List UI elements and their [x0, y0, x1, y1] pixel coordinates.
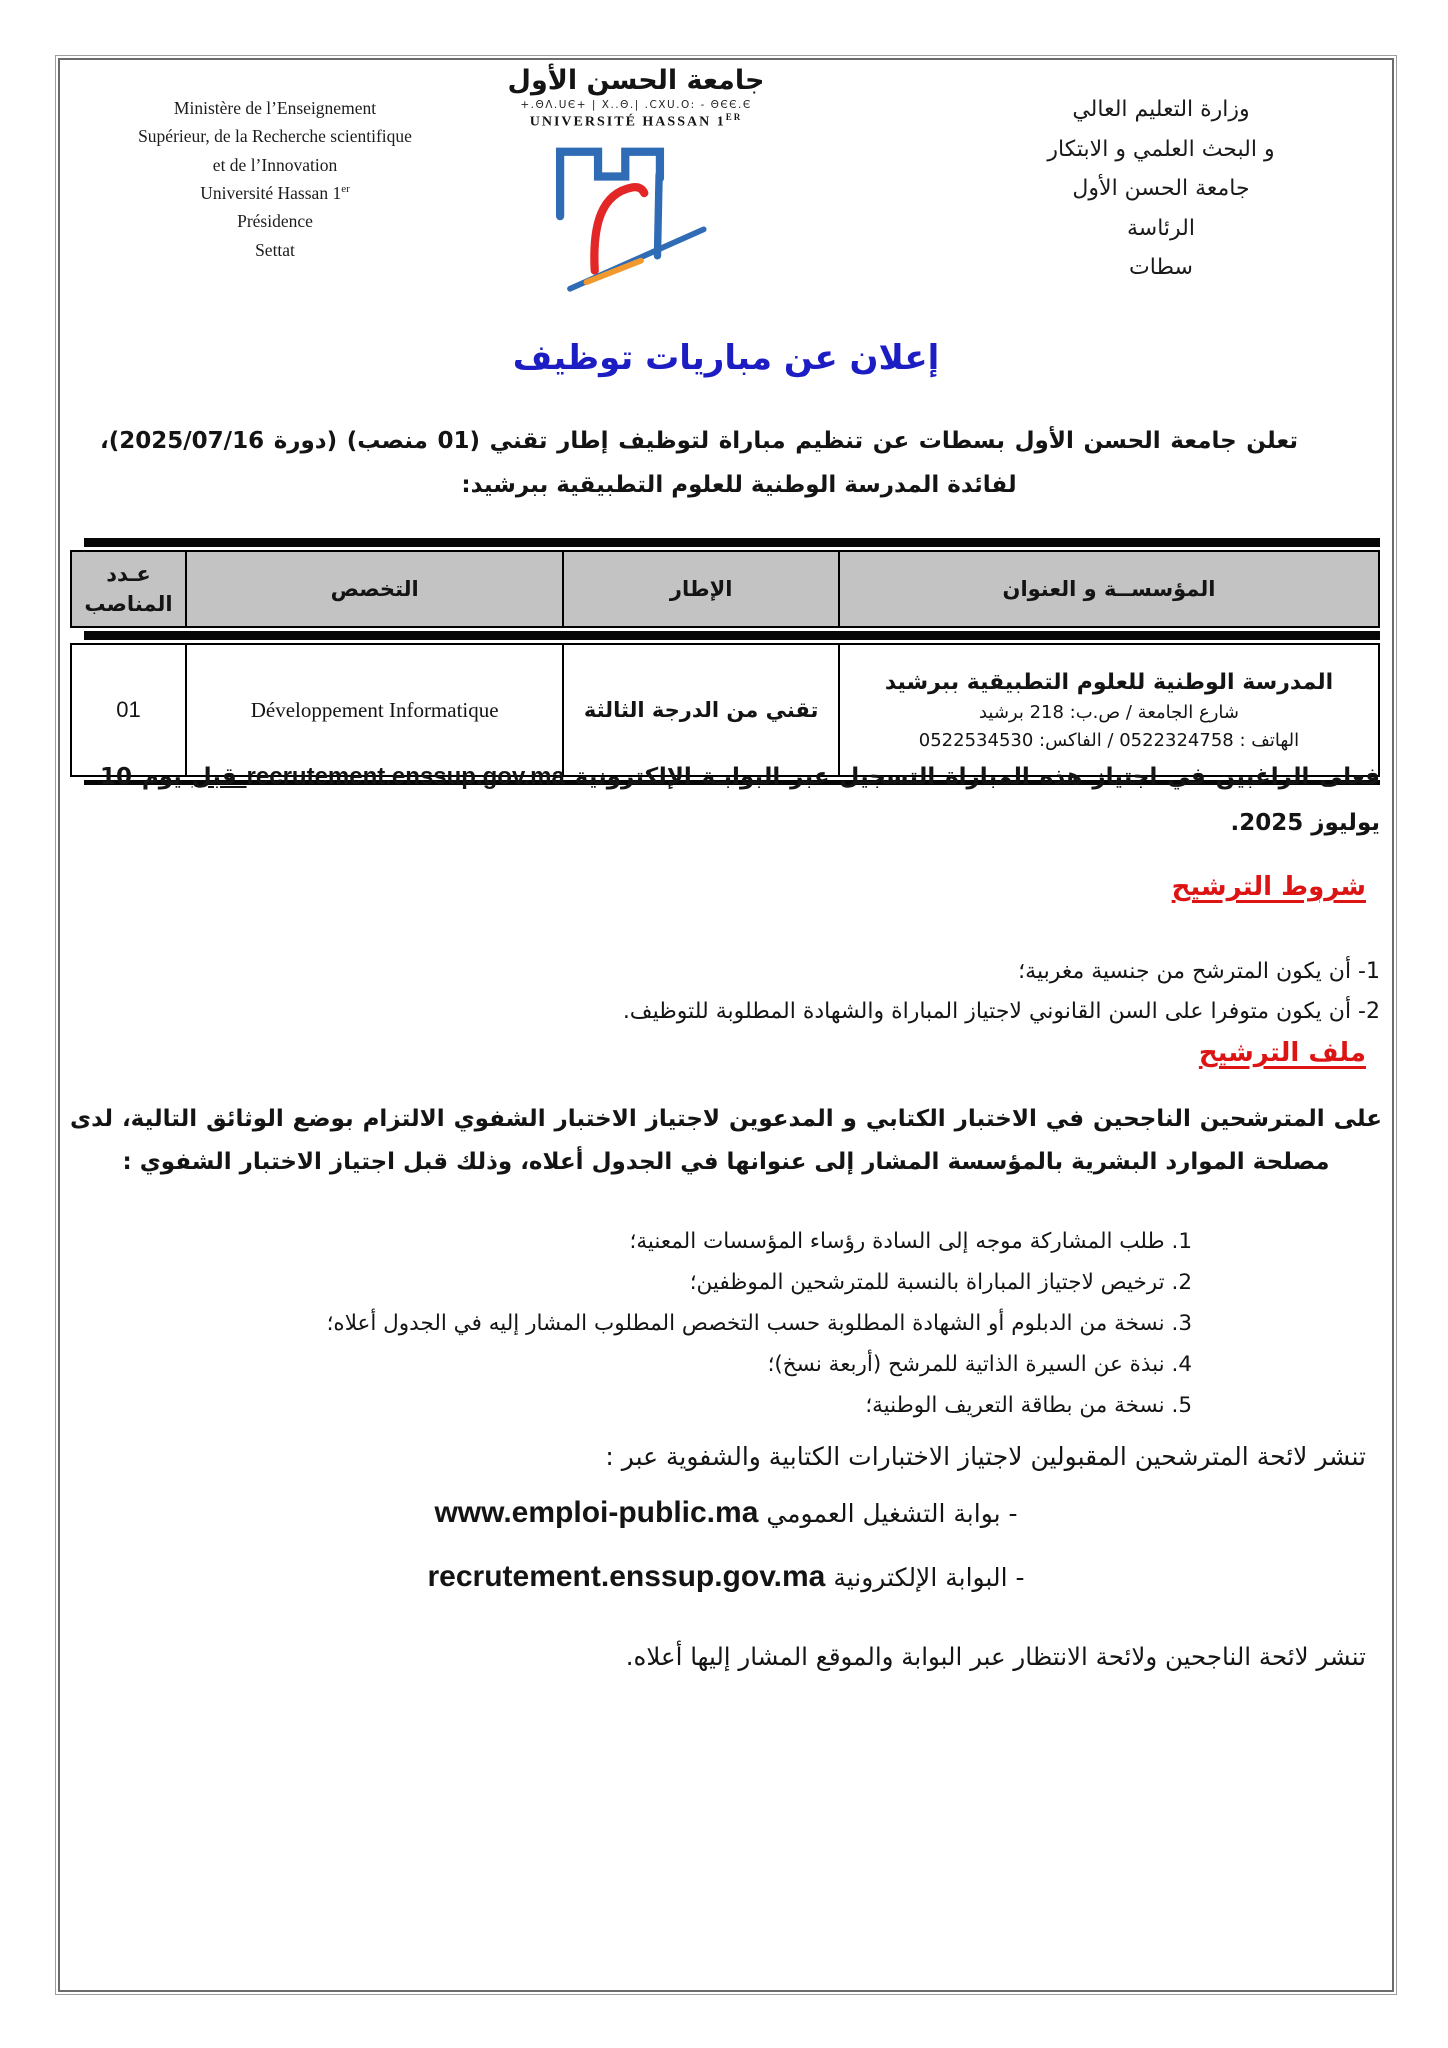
university-logo	[426, 60, 846, 297]
ministry-header-french	[90, 94, 460, 264]
cell-posts-count: 01	[72, 645, 187, 775]
portal-label: - البوابة الإلكترونية	[825, 1563, 1025, 1592]
ministry-line: et de l’Innovation	[212, 154, 338, 175]
deadline-word: قبل	[191, 764, 247, 790]
document-item: 1. طلب المشاركة موجه إلى السادة رؤساء المؤسسات المعنية؛	[629, 1229, 1192, 1254]
logo-arabic-name: جامعة الحسن الأول	[507, 65, 765, 96]
conditions-heading: شروط الترشيح	[1171, 872, 1366, 902]
conditions-list	[100, 952, 1380, 1032]
portal-line-recrutement	[60, 1560, 1392, 1594]
logo-latin-name: UNIVERSITÉ HASSAN 1ER	[529, 111, 743, 130]
document-item: 5. نسخة من بطاقة التعريف الوطنية؛	[865, 1392, 1192, 1418]
ministry-header-arabic	[956, 90, 1366, 288]
publication-intro: تنشر لائحة المترشحين المقبولين لاجتياز الاختبارات الكتابية والشفوية عبر :	[605, 1442, 1366, 1471]
presidency-line: Présidence	[237, 211, 313, 232]
results-publication-note: تنشر لائحة الناجحين ولائحة الانتظار عبر البوابة والموقع المشار إليها أعلاه.	[625, 1642, 1366, 1671]
presidency-line-ar: الرئاسة	[1126, 215, 1195, 241]
page-border-frame	[58, 58, 1394, 1992]
portal-label: - بوابة التشغيل العمومي	[758, 1499, 1018, 1528]
file-intro-paragraph: على المترشحين الناجحين في الاختبار الكتابي و المدعوين لاجتياز الاختبار الشفوي الالتزام بوضع الوثائق التالية، لدى مصلحة الموارد البشرية بالمؤسسة المشار إلى عنوانها في الجدول أعلاه، وذلك قبل اجتياز الاختبار الشفوي :	[70, 1106, 1382, 1175]
col-header-institution: المؤسســة و العنوان	[840, 552, 1378, 626]
cell-specialty: Développement Informatique	[187, 645, 564, 775]
registration-paragraph	[100, 754, 1380, 846]
table-top-band	[84, 538, 1380, 547]
file-heading: ملف الترشيح	[1198, 1038, 1366, 1068]
ministry-line-ar: و البحث العلمي و الابتكار	[1047, 136, 1275, 162]
institution-name: المدرسة الوطنية للعلوم التطبيقية ببرشيد	[884, 669, 1334, 695]
page-title: إعلان عن مباريات توظيف	[512, 338, 940, 378]
col-header-posts: عـدد المناصب	[72, 552, 187, 626]
emploi-public-url: www.emploi-public.ma	[434, 1496, 759, 1529]
institution-address: شارع الجامعة / ص.ب: 218 برشيد	[978, 701, 1239, 723]
col-header-specialty: التخصص	[187, 552, 564, 626]
registration-portal-url: recrutement.enssup.gov.ma	[246, 763, 565, 790]
condition-item: 2- أن يكون متوفرا على السن القانوني لاجتياز المباراة والشهادة المطلوبة للتوظيف.	[622, 999, 1380, 1025]
registration-text: فعلى الراغبين في اجتياز هذه المباراة التسجيل عبر البوابـة الإلكترونية	[564, 764, 1380, 790]
ministry-line-ar: وزارة التعليم العالي	[1072, 97, 1250, 122]
city-line-ar: سطات	[1129, 255, 1193, 281]
university-line-ar: جامعة الحسن الأول	[1072, 176, 1250, 202]
logo-tifinagh-name: +.ΘΛ.UЄ+ | X..Θ.| .CXU.O: - ΘЄЄ.Є	[520, 98, 752, 111]
cell-cadre: تقني من الدرجة الثالثة	[564, 645, 840, 775]
document-item: 3. نسخة من الدبلوم أو الشهادة المطلوبة حسب التخصص المطلوب المشار إليه في الجدول أعلاه؛	[326, 1310, 1192, 1336]
university-line: Université Hassan 1er	[200, 183, 350, 204]
ministry-line: Ministère de l’Enseignement	[173, 98, 377, 118]
university-logo-icon	[511, 132, 761, 297]
recrutement-url: recrutement.enssup.gov.ma	[427, 1560, 826, 1593]
city-line: Settat	[255, 239, 295, 260]
condition-item: 1- أن يكون المترشح من جنسية مغربية؛	[1018, 959, 1380, 984]
logo-battlement-icon	[560, 152, 660, 216]
documents-list	[150, 1222, 1192, 1427]
ministry-line: Supérieur, de la Recherche scientifique	[138, 126, 412, 147]
institution-phone: الهاتف : 0522324758 / الفاكس: 0522534530	[918, 729, 1300, 751]
logo-tower-icon	[657, 175, 659, 256]
col-header-cadre: الإطار	[564, 552, 840, 626]
announcement-intro: تعلن جامعة الحسن الأول بسطات عن تنظيم مباراة لتوظيف إطار تقني (01 منصب) (دورة 2025/07/16)، لفائدة المدرسة الوطنية للعلوم التطبيقية ببرشيد:	[100, 428, 1299, 498]
document-item: 4. نبذة عن السيرة الذاتية للمرشح (أربعة نسخ)؛	[767, 1351, 1192, 1377]
positions-table	[70, 538, 1380, 785]
document-item: 2. ترخيص لاجتياز المباراة بالنسبة للمترشحين الموظفين؛	[689, 1269, 1192, 1295]
deadline-date: يوم 10 يوليوز 2025.	[100, 764, 1380, 836]
table-mid-band	[84, 631, 1380, 640]
table-header-row	[70, 550, 1380, 628]
portal-line-emploi-public	[60, 1496, 1392, 1530]
